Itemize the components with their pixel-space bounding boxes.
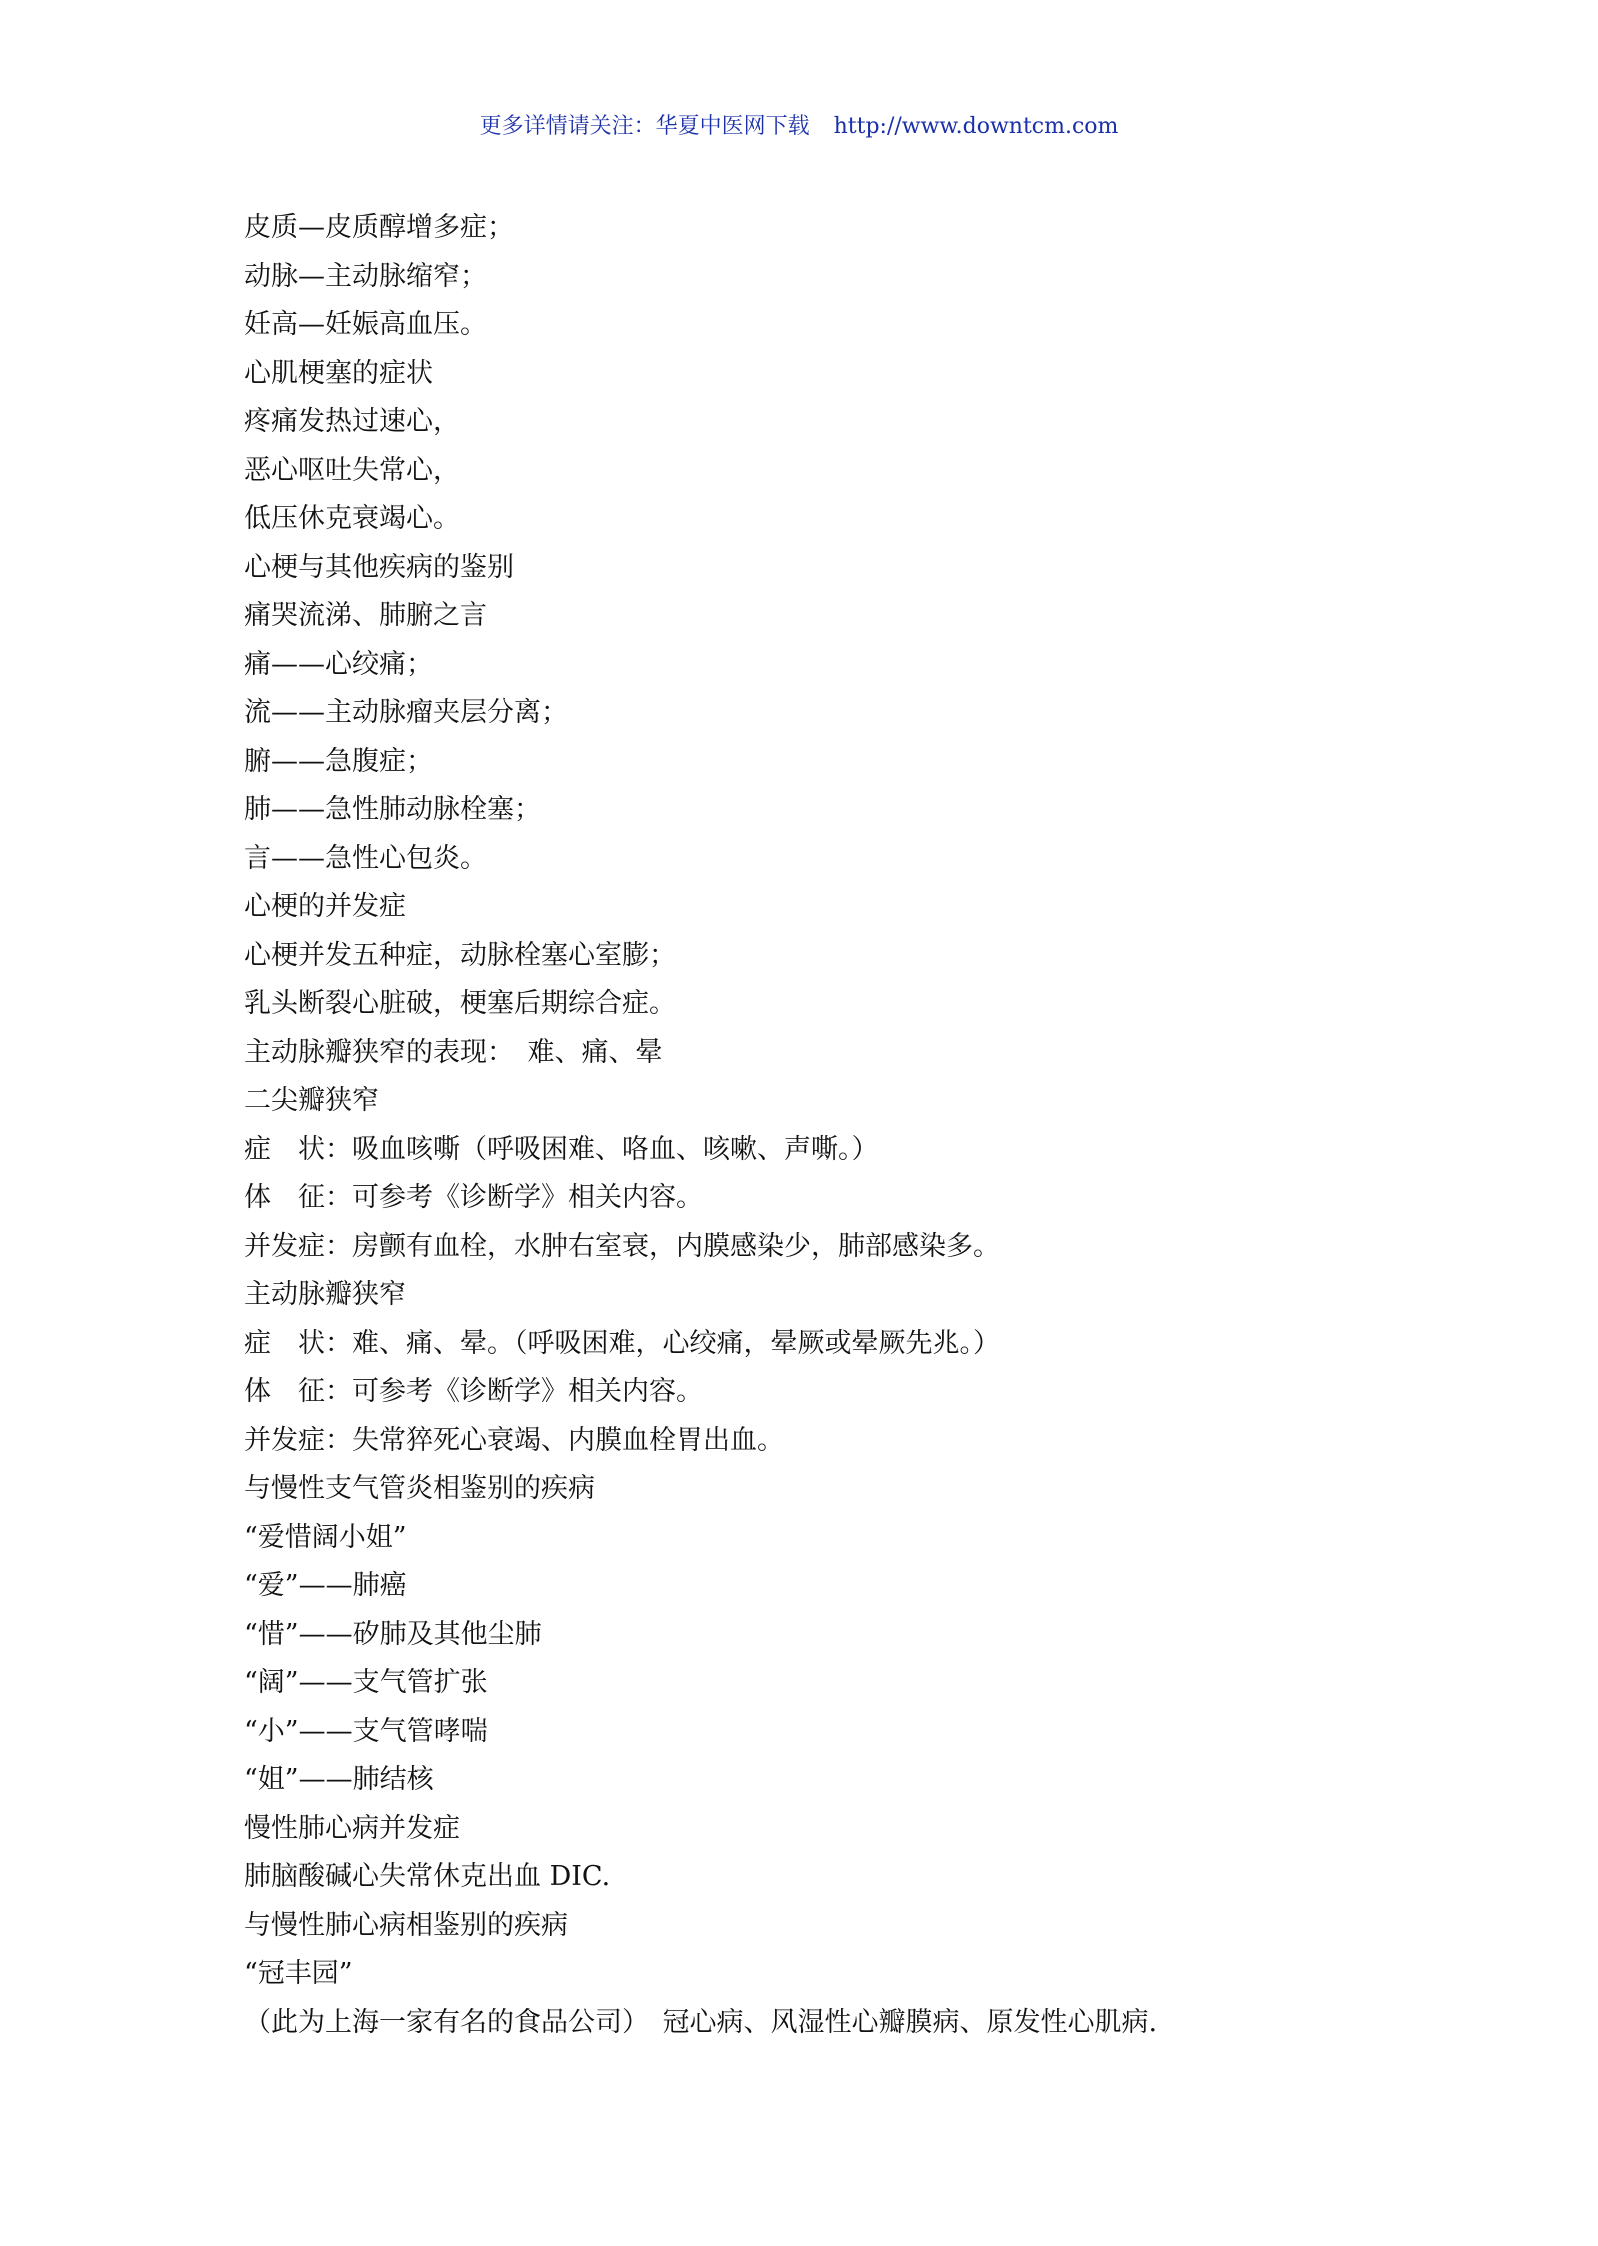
text-line: “小”——支气管哮喘 xyxy=(244,1715,488,1747)
text-line: 心梗并发五种症，动脉栓塞心室膨； xyxy=(244,939,676,971)
text-line: （此为上海一家有名的食品公司） 冠心病、风湿性心瓣膜病、原发性心肌病. xyxy=(244,2006,1158,2038)
text-line: 并发症：房颤有血栓，水肿右室衰，内膜感染少，肺部感染多。 xyxy=(244,1230,1000,1262)
text-line: 肺——急性肺动脉栓塞； xyxy=(244,794,541,825)
text-line: 低压休克衰竭心。 xyxy=(244,503,460,534)
text-line: 并发症：失常猝死心衰竭、内膜血栓胃出血。 xyxy=(244,1424,784,1456)
text-line: 言——急性心包炎。 xyxy=(244,842,487,874)
text-line: 乳头断裂心脏破，梗塞后期综合症。 xyxy=(244,988,676,1019)
header-notice: 更多详情请关注：华夏中医网下载 xyxy=(479,114,810,139)
text-line: 心梗与其他疾病的鉴别 xyxy=(244,551,514,583)
text-line: 症 状：吸血咳嘶（呼吸困难、咯血、咳嗽、声嘶。） xyxy=(244,1133,879,1165)
text-line: 主动脉瓣狭窄的表现： 难、痛、晕 xyxy=(244,1036,663,1068)
text-line: 肺脑酸碱心失常休克出血 DIC. xyxy=(244,1861,611,1892)
text-line: 心梗的并发症 xyxy=(244,891,406,922)
text-line: “惜”——矽肺及其他尘肺 xyxy=(244,1618,542,1650)
header-url[interactable]: http://www.downtcm.com xyxy=(833,114,1119,139)
text-line: “冠丰园” xyxy=(244,1958,353,1989)
document-body xyxy=(244,204,1444,2047)
text-line: 痛哭流涕、肺腑之言 xyxy=(244,600,487,631)
text-line: 腑——急腹症； xyxy=(244,745,433,777)
text-line: 恶心呕吐失常心， xyxy=(244,454,460,486)
text-line: “爱”——肺癌 xyxy=(244,1570,407,1601)
text-line: 与慢性肺心病相鉴别的疾病 xyxy=(244,1909,568,1941)
text-line: 妊高—妊娠高血压。 xyxy=(244,309,487,340)
text-line: “爱惜阔小姐” xyxy=(244,1521,407,1553)
text-line: 心肌梗塞的症状 xyxy=(244,357,433,389)
page-header xyxy=(0,112,1598,142)
text-line: 体 征：可参考《诊断学》相关内容。 xyxy=(244,1182,703,1213)
text-line: 症 状：难、痛、晕。（呼吸困难，心绞痛，晕厥或晕厥先兆。） xyxy=(244,1327,1000,1359)
text-line: 慢性肺心病并发症 xyxy=(244,1812,460,1844)
text-line: 动脉—主动脉缩窄； xyxy=(244,260,487,292)
text-line: 二尖瓣狭窄 xyxy=(244,1085,379,1116)
text-line: “姐”——肺结核 xyxy=(244,1764,434,1795)
text-line: “阔”——支气管扩张 xyxy=(244,1667,488,1698)
text-line: 流——主动脉瘤夹层分离； xyxy=(244,697,568,728)
text-line: 痛——心绞痛； xyxy=(244,648,433,680)
text-line: 主动脉瓣狭窄 xyxy=(244,1279,406,1310)
text-line: 体 征：可参考《诊断学》相关内容。 xyxy=(244,1376,703,1407)
text-line: 与慢性支气管炎相鉴别的疾病 xyxy=(244,1473,595,1504)
text-line: 疼痛发热过速心， xyxy=(244,406,460,437)
text-line: 皮质—皮质醇增多症； xyxy=(244,212,514,243)
